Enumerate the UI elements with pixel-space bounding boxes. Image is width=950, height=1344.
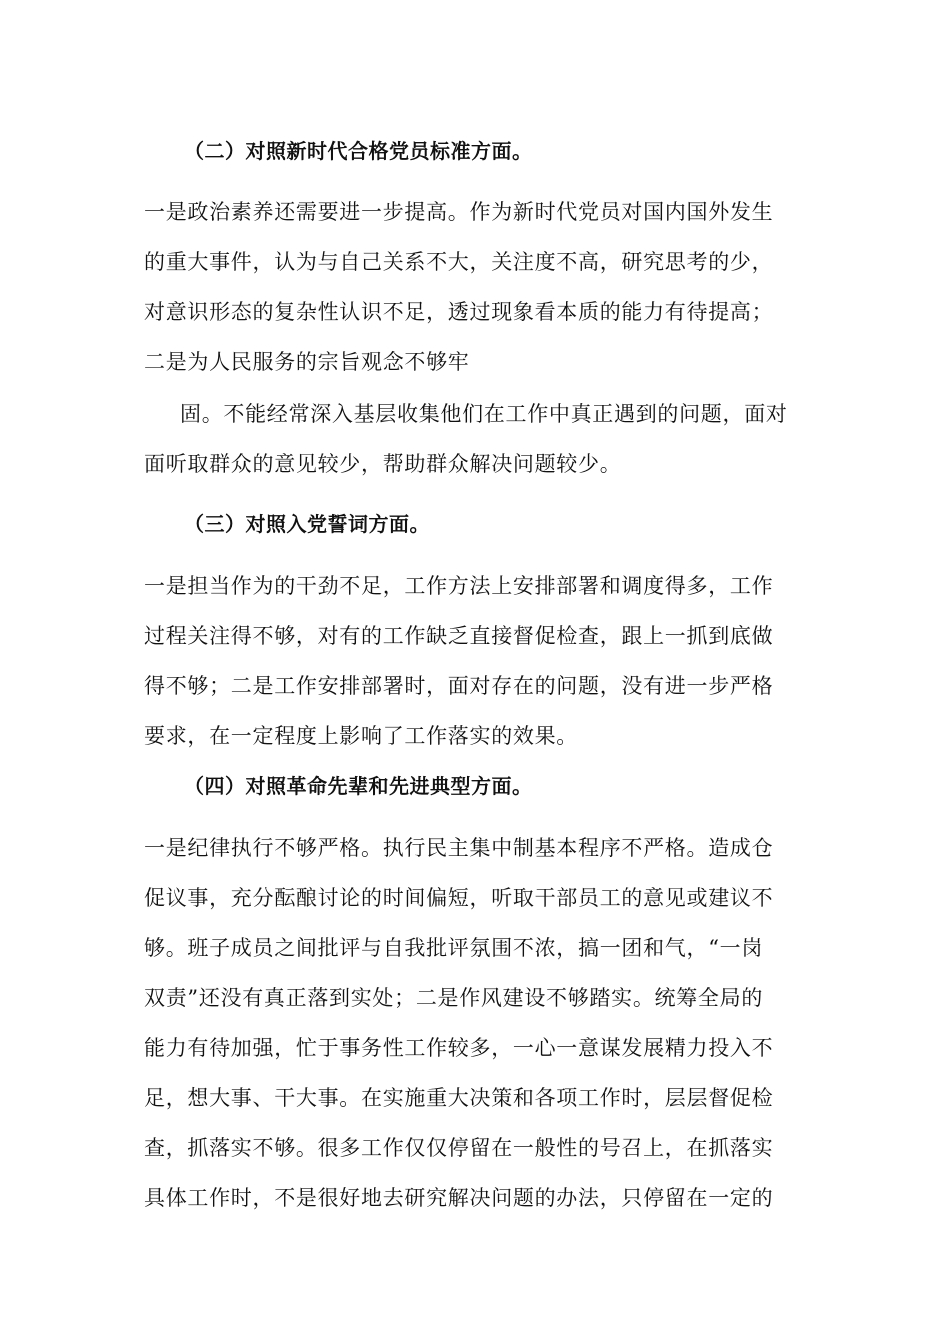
paragraph-line: 具体工作时，不是很好地去研究解决问题的办法，只停留在一定的 <box>144 1186 774 1210</box>
paragraph-line: 能力有待加强，忙于事务性工作较多，一心一意谋发展精力投入不 <box>144 1036 774 1060</box>
paragraph-line: 得不够；二是工作安排部署时，面对存在的问题，没有进一步严格 <box>144 674 774 698</box>
paragraph-line: 足，想大事、干大事。在实施重大决策和各项工作时，层层督促检 <box>144 1086 774 1110</box>
section-heading-3: （三）对照入党誓词方面。 <box>184 512 430 536</box>
section-heading-2: （二）对照新时代合格党员标准方面。 <box>184 139 533 163</box>
paragraph-line: 查，抓落实不够。很多工作仅仅停留在一般性的号召上，在抓落实 <box>144 1136 774 1160</box>
paragraph-line: 双责”还没有真正落到实处；二是作风建设不够踏实。统筹全局的 <box>144 986 764 1010</box>
paragraph-line: 对意识形态的复杂性认识不足，透过现象看本质的能力有待提高； <box>144 300 774 324</box>
paragraph-line: 二是为人民服务的宗旨观念不够牢 <box>144 350 470 374</box>
paragraph-line: 面听取群众的意见较少，帮助群众解决问题较少。 <box>144 452 622 476</box>
paragraph-line: 一是政治素养还需要进一步提高。作为新时代党员对国内国外发生 <box>144 200 774 224</box>
paragraph-line: 要求，在一定程度上影响了工作落实的效果。 <box>144 724 578 748</box>
paragraph-line: 固。不能经常深入基层收集他们在工作中真正遇到的问题，面对 <box>180 402 788 426</box>
section-heading-4: （四）对照革命先辈和先进典型方面。 <box>184 774 533 798</box>
paragraph-line: 过程关注得不够，对有的工作缺乏直接督促检查，跟上一抓到底做 <box>144 624 774 648</box>
paragraph-line: 够。班子成员之间批评与自我批评氛围不浓，搞一团和气，“一岗 <box>144 936 764 960</box>
paragraph-line: 一是纪律执行不够严格。执行民主集中制基本程序不严格。造成仓 <box>144 836 774 860</box>
paragraph-line: 一是担当作为的干劲不足，工作方法上安排部署和调度得多，工作 <box>144 574 774 598</box>
paragraph-line: 的重大事件，认为与自己关系不大，关注度不高，研究思考的少， <box>144 250 774 274</box>
paragraph-line: 促议事，充分酝酿讨论的时间偏短，听取干部员工的意见或建议不 <box>144 886 774 910</box>
